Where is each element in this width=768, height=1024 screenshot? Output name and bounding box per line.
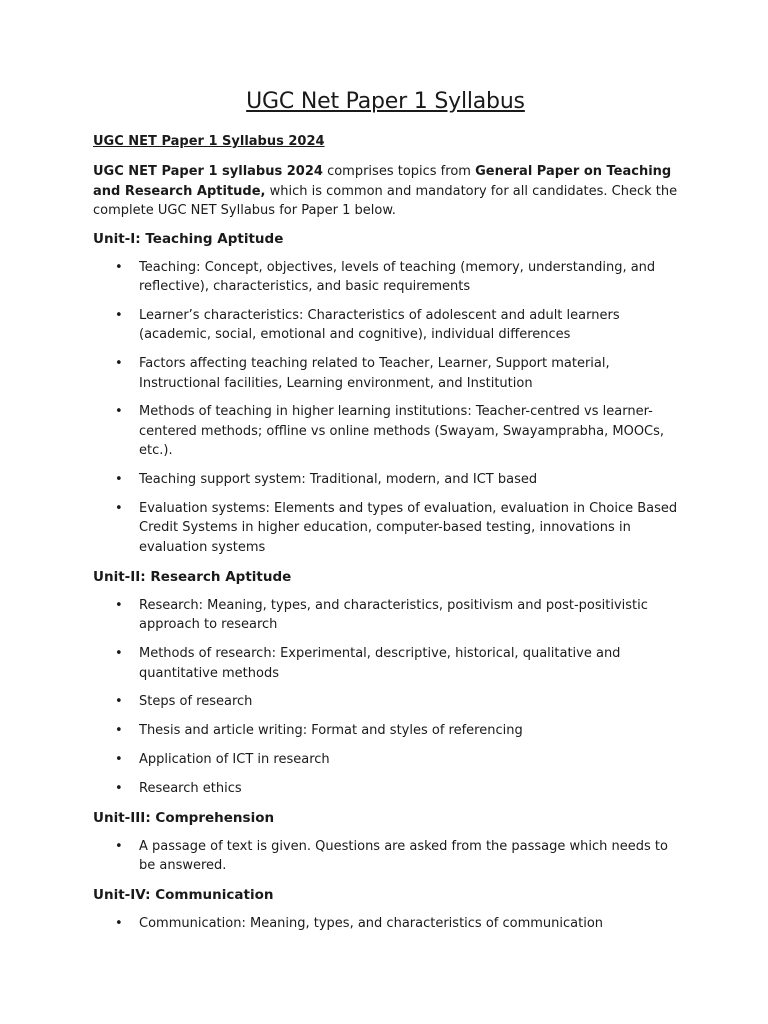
list-item-text: Application of ICT in research <box>139 752 330 768</box>
bullet-icon: • <box>115 694 123 710</box>
list-item <box>93 596 678 635</box>
list-item-text: Communication: Meaning, types, and characteristics of communication <box>139 916 604 932</box>
unit-heading: Unit-III: Comprehension <box>93 810 275 827</box>
bullet-icon: • <box>115 307 123 323</box>
bullet-icon: • <box>115 781 123 797</box>
intro-paragraph <box>93 162 678 221</box>
list-item-text: Thesis and article writing: Format and styles of referencing <box>139 723 523 739</box>
bullet-icon: • <box>115 839 123 855</box>
syllabus-subtitle: UGC NET Paper 1 Syllabus 2024 <box>93 134 325 149</box>
document-page <box>93 86 678 943</box>
bullet-icon: • <box>115 723 123 739</box>
list-item <box>93 721 678 740</box>
list-item-text: Factors affecting teaching related to Teacher, Learner, Support material, Instructional facilities, Learning environment, and Institution <box>139 356 610 391</box>
list-item-text: Methods of research: Experimental, descriptive, historical, qualitative and quantitative methods <box>139 646 621 681</box>
unit-topic-list <box>93 914 678 933</box>
unit-topic-list <box>93 596 678 799</box>
list-item <box>93 499 678 557</box>
list-item <box>93 354 678 393</box>
list-item <box>93 750 678 769</box>
list-item-text: Methods of teaching in higher learning institutions: Teacher-centred vs learner-centered methods; offline vs online methods (Swayam, Swayamprabha, MOOCs, etc.). <box>139 404 665 459</box>
list-item-text: Teaching: Concept, objectives, levels of teaching (memory, understanding, and reflective), characteristics, and basic requirements <box>139 259 656 294</box>
intro-bold-general-paper: General Paper on Teaching and Research Aptitude, <box>93 164 672 199</box>
unit-topic-list <box>93 837 678 876</box>
unit-heading: Unit-II: Research Aptitude <box>93 568 292 585</box>
page-title: UGC Net Paper 1 Syllabus <box>246 89 525 114</box>
bullet-icon: • <box>115 356 123 372</box>
bullet-icon: • <box>115 472 123 488</box>
list-item <box>93 470 678 489</box>
bullet-icon: • <box>115 597 123 613</box>
list-item-text: Research ethics <box>139 781 242 797</box>
bullet-icon: • <box>115 916 123 932</box>
bullet-icon: • <box>115 259 123 275</box>
list-item <box>93 258 678 297</box>
intro-bold-syllabus: UGC NET Paper 1 syllabus 2024 <box>93 164 323 179</box>
bullet-icon: • <box>115 646 123 662</box>
list-item <box>93 692 678 711</box>
list-item <box>93 837 678 876</box>
list-item <box>93 644 678 683</box>
intro-text-1: comprises topics from <box>322 164 476 179</box>
unit-heading: Unit-IV: Communication <box>93 887 274 904</box>
units-container <box>93 229 678 934</box>
bullet-icon: • <box>115 752 123 768</box>
list-item <box>93 402 678 460</box>
unit-topic-list <box>93 258 678 558</box>
list-item-text: Research: Meaning, types, and characteristics, positivism and post-positivistic approach to research <box>139 597 648 633</box>
unit-heading: Unit-I: Teaching Aptitude <box>93 230 284 247</box>
list-item-text: Learner’s characteristics: Characteristics of adolescent and adult learners (academic, social, emotional and cognitive), individual differences <box>139 307 620 343</box>
list-item-text: Teaching support system: Traditional, modern, and ICT based <box>139 472 538 488</box>
intro-text-2: which is common and mandatory for all candidates. Check the complete UGC NET Syllabus for Paper 1 below. <box>93 183 678 218</box>
list-item <box>93 306 678 345</box>
list-item-text: A passage of text is given. Questions are asked from the passage which needs to be answered. <box>139 839 668 874</box>
bullet-icon: • <box>115 404 123 420</box>
list-item-text: Steps of research <box>139 694 253 710</box>
list-item <box>93 779 678 798</box>
list-item <box>93 914 678 933</box>
list-item-text: Evaluation systems: Elements and types of evaluation, evaluation in Choice Based Credit Systems in higher education, computer-based testing, innovations in evaluation systems <box>139 501 678 555</box>
bullet-icon: • <box>115 501 123 517</box>
